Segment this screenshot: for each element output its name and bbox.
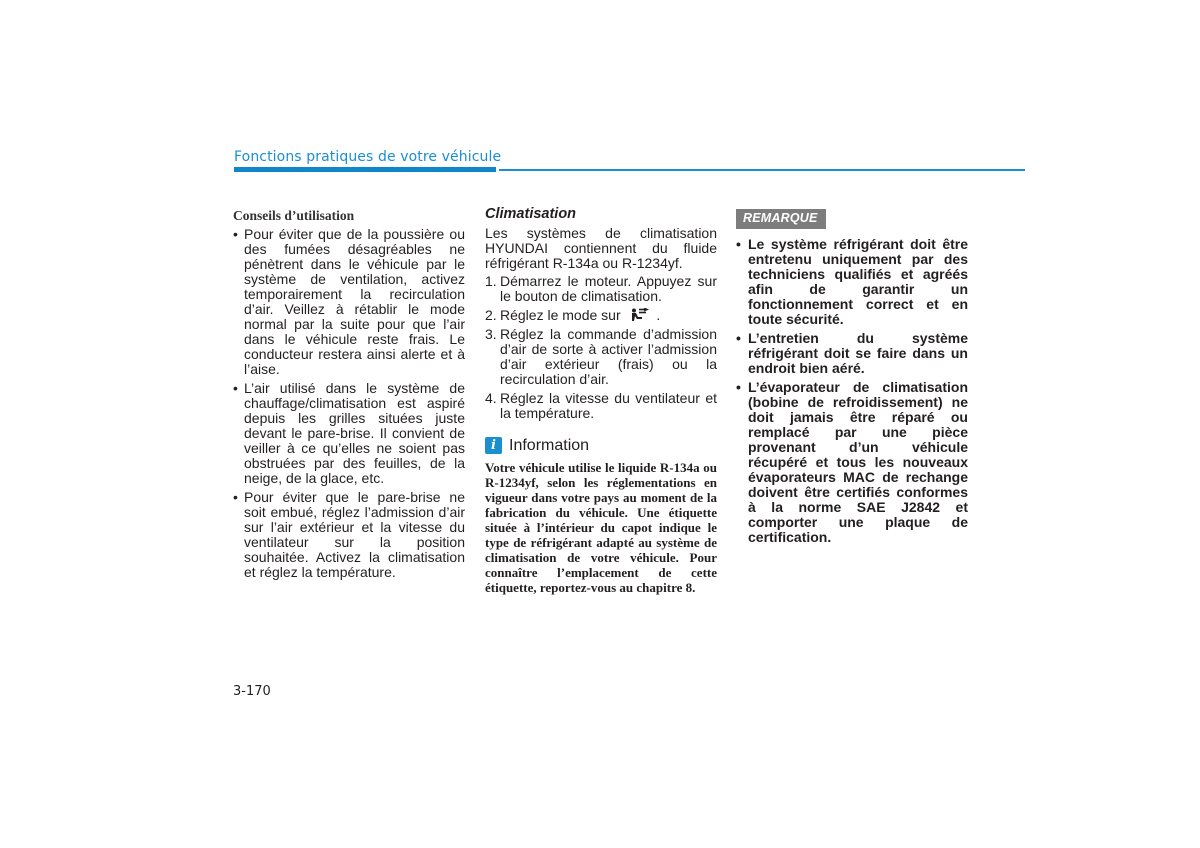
- information-header: [485, 437, 717, 454]
- header-rule-accent: [234, 167, 496, 172]
- remarque-item: • Le système réfrigérant doit être entretenu uniquement par des techniciens qualifiés et agréés afin de garantir un fonctionnement correct et en toute sécurité.: [736, 237, 968, 327]
- step-number: 3.: [485, 326, 497, 342]
- conseils-heading: Conseils d’utilisation: [233, 208, 355, 223]
- vent-mode-icon: [629, 308, 649, 322]
- column-conseils: [233, 206, 465, 584]
- page-number: 3-170: [233, 684, 271, 699]
- conseils-item: • Pour éviter que le pare-brise ne soit embué, réglez l’admission d’air sur l’air extérieur et la vitesse du ventilateur sur la position souhaitée. Activez la climatisation et réglez la température.: [233, 490, 465, 580]
- header-rule: [499, 169, 1025, 171]
- climatisation-intro: Les systèmes de climatisation HYUNDAI contiennent du fluide réfrigérant R-134a ou R-1234yf.: [485, 225, 717, 271]
- step-item: [485, 274, 717, 304]
- remarque-item: • L’entretien du système réfrigérant doit se faire dans un endroit bien aéré.: [736, 331, 968, 376]
- info-icon: i: [485, 437, 502, 454]
- column-remarque: [736, 206, 968, 549]
- conseils-list: [233, 227, 465, 580]
- conseils-item: • Pour éviter que de la poussière ou des fumées désagréables ne pénètrent dans le véhicule par le système de ventilation, activez temporairement la recirculation d’air. Veillez à rétablir le mode normal par la suite pour que l’air dans le véhicule reste frais. Le conducteur restera ainsi alerte et à l’aise.: [233, 227, 465, 377]
- section-title: Fonctions pratiques de votre véhicule: [234, 149, 502, 165]
- remarque-badge: REMARQUE: [736, 209, 826, 229]
- step-item: [485, 391, 717, 421]
- climatisation-steps: [485, 274, 717, 421]
- column-climatisation: [485, 206, 717, 595]
- step-number: 1.: [485, 273, 497, 289]
- step-number: 4.: [485, 390, 497, 406]
- step-number: 2.: [485, 307, 497, 323]
- information-text: Votre véhicule utilise le liquide R-134a ou R-1234yf, selon les réglementations en vigueur dans votre pays au moment de la fabrication du véhicule. Une étiquette située à l’intérieur du capot indique le type de réfrigérant adapté au système de climatisation de votre véhicule. Pour connaître l’emplacement de cette étiquette, reportez-vous au chapitre 8.: [485, 460, 717, 595]
- climatisation-heading: Climatisation: [485, 206, 577, 222]
- step-item: [485, 308, 717, 323]
- information-title: Information: [509, 437, 590, 454]
- step-text: Réglez le mode sur: [500, 307, 621, 323]
- step-text: Réglez la vitesse du ventilateur et la température.: [500, 390, 717, 421]
- remarque-item: • L’évaporateur de climatisation (bobine de refroidissement) ne doit jamais être réparé ou remplacé par une pièce provenant d’un véhicule récupéré et tous les nouveaux évaporateurs MAC de rechange doivent être certifiés conformes à la norme SAE J2842 et comporter une plaque de certification.: [736, 380, 968, 545]
- remarque-list: [736, 237, 968, 545]
- conseils-item: • L’air utilisé dans le système de chauffage/climatisation est aspiré depuis les grilles situées juste devant le pare-brise. Il convient de veiller à ce qu’elles ne soient pas obstruées par des feuilles, de la neige, de la glace, etc.: [233, 381, 465, 486]
- step-text: Réglez la commande d’admission d’air de sorte à activer l’admission d’air extérieur (frais) ou la recirculation d’air.: [500, 326, 717, 387]
- step-text: Démarrez le moteur. Appuyez sur le bouton de climatisation.: [500, 273, 717, 304]
- step-text-end: .: [656, 307, 661, 323]
- step-item: [485, 327, 717, 387]
